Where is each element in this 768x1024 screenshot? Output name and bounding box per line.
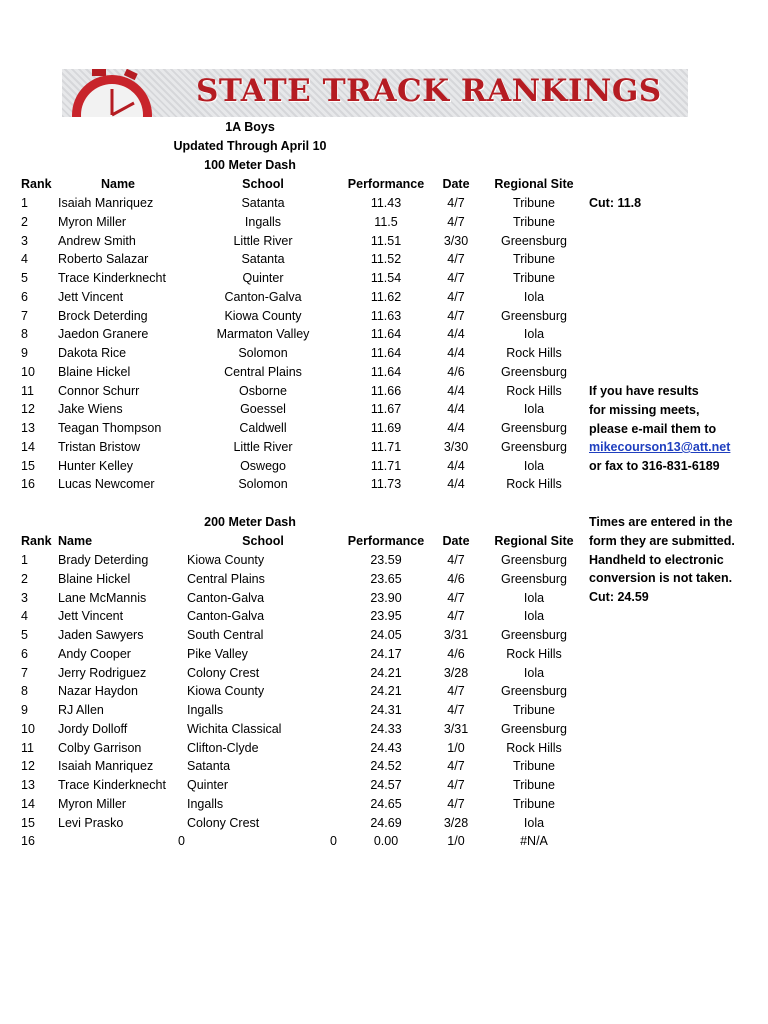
name-cell: Trace Kinderknecht [58,778,166,792]
rank-cell: 13 [21,421,35,435]
date-cell: 4/4 [447,383,465,398]
name-cell: Connor Schurr [58,383,140,398]
school-cell: Marmaton Valley [216,327,310,342]
name-cell: 0 [178,834,185,849]
header-banner [62,69,688,117]
performance-cell: 23.65 [370,571,402,586]
school-cell: Kiowa County [187,553,265,567]
school-cell: Satanta [241,196,285,210]
name-cell: Jett Vincent [58,289,124,304]
school-cell: Kiowa County [224,308,302,323]
date-cell: 4/7 [447,214,465,229]
date-cell: 4/6 [447,646,465,661]
col-header-performance: Performance [347,177,425,191]
performance-cell: 11.73 [370,477,402,492]
col-header-school: School [242,534,284,548]
rank-cell: 7 [21,665,28,680]
regional-site-cell: Greensburg [500,421,567,435]
regional-site-cell: Greensburg [500,721,567,736]
regional-site-cell: Rock Hills [506,740,562,755]
col-header-school: School [242,177,284,191]
rank-cell: 5 [21,271,28,285]
performance-cell: 24.33 [370,721,402,736]
rank-cell: 14 [21,796,35,811]
performance-cell: 11.51 [370,233,402,248]
regional-site-cell: Rock Hills [506,646,562,661]
name-cell: Trace Kinderknecht [58,271,166,285]
regional-site-cell: Tribune [513,214,555,229]
rank-cell: 2 [21,571,28,586]
performance-cell: 23.95 [370,609,402,624]
school-cell: Solomon [238,477,288,492]
performance-cell: 0.00 [373,834,399,849]
rank-cell: 12 [21,759,35,774]
regional-site-cell: Greensburg [500,364,567,379]
regional-site-cell: Tribune [513,778,555,792]
regional-site-cell: Greensburg [500,628,567,642]
date-cell: 4/7 [447,703,465,717]
regional-site-cell: Rock Hills [506,477,562,492]
rank-cell: 6 [21,289,28,304]
school-cell: Satanta [241,252,285,267]
name-cell: Hunter Kelley [58,458,134,473]
name-cell: Jerry Rodriguez [58,665,147,680]
performance-cell: 23.59 [370,553,402,567]
school-cell: Canton-Galva [224,289,302,304]
school-cell: Quinter [242,271,284,285]
school-cell: Clifton-Clyde [187,740,259,755]
performance-cell: 24.05 [370,628,402,642]
performance-cell: 11.63 [370,308,402,323]
regional-site-cell: Greensburg [500,233,567,248]
rank-cell: 8 [21,327,28,342]
performance-cell: 24.21 [370,684,402,699]
school-cell: Canton-Galva [187,609,265,624]
performance-cell: 24.57 [370,778,402,792]
performance-cell: 24.31 [370,703,402,717]
school-cell: Oswego [240,458,286,473]
rank-cell: 10 [21,364,35,379]
cut-100m: Cut: 11.8 [589,196,642,210]
event-title-200m: 200 Meter Dash [204,515,296,529]
performance-cell: 11.67 [370,402,402,417]
col-header-date: Date [442,177,470,191]
performance-cell: 24.65 [370,796,402,811]
rank-cell: 4 [21,609,28,624]
regional-site-cell: Tribune [513,703,555,717]
name-cell: Brady Deterding [58,553,149,567]
name-cell: Myron Miller [58,796,127,811]
name-cell: Isaiah Manriquez [58,196,154,210]
school-cell: Central Plains [187,571,265,586]
regional-site-cell: Rock Hills [506,383,562,398]
school-cell: Colony Crest [187,815,260,830]
rank-cell: 3 [21,590,28,605]
name-cell: Jaden Sawyers [58,628,144,642]
regional-site-cell: Iola [523,458,545,473]
date-cell: 4/7 [447,590,465,605]
performance-cell: 11.69 [370,421,402,435]
regional-site-cell: Iola [523,289,545,304]
date-cell: 3/31 [443,721,469,736]
rank-cell: 7 [21,308,28,323]
rank-cell: 2 [21,214,28,229]
name-cell: Dakota Rice [58,346,127,360]
date-cell: 4/4 [447,477,465,492]
name-cell: RJ Allen [58,703,104,717]
col-header-date: Date [442,534,470,548]
missing-results-note: please e-mail them to [589,422,717,436]
date-cell: 4/4 [447,402,465,417]
date-cell: 4/7 [447,289,465,304]
performance-cell: 11.71 [370,458,402,473]
performance-cell: 24.43 [370,740,402,755]
school-cell: 0 [330,834,337,849]
name-cell: Blaine Hickel [58,364,131,379]
regional-site-cell: Greensburg [500,308,567,323]
school-cell: Little River [233,439,293,454]
performance-cell: 11.5 [374,214,398,229]
regional-site-cell: Tribune [513,796,555,811]
name-cell: Jake Wiens [58,402,123,417]
email-link[interactable]: mikecourson13@att.net [589,440,731,454]
date-cell: 4/7 [447,684,465,699]
regional-site-cell: Tribune [513,196,555,210]
entry-note: conversion is not taken. [589,571,733,585]
name-cell: Blaine Hickel [58,571,131,586]
school-cell: Pike Valley [187,646,248,661]
school-cell: Quinter [187,778,228,792]
performance-cell: 11.64 [370,346,402,360]
school-cell: Goessel [240,402,286,417]
regional-site-cell: Iola [523,402,545,417]
col-header-name: Name [100,177,136,191]
col-header-rank: Rank [21,534,52,548]
performance-cell: 11.43 [370,196,402,210]
event-title-100m: 100 Meter Dash [204,158,296,172]
performance-cell: 11.52 [370,252,402,267]
stopwatch-icon [62,69,172,117]
name-cell: Lane McMannis [58,590,147,605]
rank-cell: 10 [21,721,35,736]
rank-cell: 15 [21,458,35,473]
col-header-performance: Performance [347,534,425,548]
date-cell: 4/4 [447,458,465,473]
rank-cell: 11 [21,383,34,398]
regional-site-cell: #N/A [520,834,548,849]
regional-site-cell: Greensburg [500,553,567,567]
date-cell: 4/7 [447,796,465,811]
school-cell: Colony Crest [187,665,260,680]
school-cell: Ingalls [187,796,224,811]
rank-cell: 1 [21,553,28,567]
regional-site-cell: Iola [523,609,545,624]
cut-200m: Cut: 24.59 [589,590,649,604]
school-cell: Wichita Classical [187,721,282,736]
rank-cell: 15 [21,815,35,830]
performance-cell: 11.71 [370,439,402,454]
regional-site-cell: Iola [523,815,545,830]
regional-site-cell: Iola [523,665,545,680]
regional-site-cell: Iola [523,590,545,605]
name-cell: Roberto Salazar [58,252,149,267]
col-header-regional-site: Regional Site [494,534,574,548]
performance-cell: 11.66 [370,383,402,398]
date-cell: 4/7 [447,308,465,323]
regional-site-cell: Rock Hills [506,346,562,360]
rank-cell: 1 [21,196,28,210]
performance-cell: 11.54 [370,271,402,285]
school-cell: Canton-Galva [187,590,265,605]
school-cell: Little River [233,233,293,248]
col-header-regional-site: Regional Site [494,177,574,191]
rank-cell: 6 [21,646,28,661]
regional-site-cell: Greensburg [500,571,567,586]
missing-results-note: for missing meets, [589,403,700,417]
name-cell: Nazar Haydon [58,684,138,699]
name-cell: Isaiah Manriquez [58,759,154,774]
rank-cell: 13 [21,778,35,792]
school-cell: Satanta [187,759,231,774]
date-cell: 4/4 [447,346,465,360]
rank-cell: 9 [21,703,28,717]
school-cell: Caldwell [239,421,287,435]
performance-cell: 24.17 [370,646,402,661]
date-cell: 3/30 [443,439,469,454]
date-cell: 4/7 [447,252,465,267]
division-heading: 1A Boys [225,120,275,134]
entry-note: Handheld to electronic [589,553,724,567]
date-cell: 1/0 [447,834,465,849]
date-cell: 3/31 [443,628,469,642]
date-cell: 3/30 [443,233,469,248]
regional-site-cell: Tribune [513,271,555,285]
performance-cell: 23.90 [370,590,402,605]
regional-site-cell: Iola [523,327,545,342]
entry-note: form they are submitted. [589,534,735,548]
name-cell: Colby Garrison [58,740,142,755]
rank-cell: 16 [21,477,35,492]
date-cell: 3/28 [443,665,469,680]
date-cell: 4/4 [447,327,465,342]
date-cell: 4/4 [447,421,465,435]
school-cell: Central Plains [224,364,302,379]
name-cell: Jaedon Granere [58,327,149,342]
performance-cell: 11.62 [370,289,402,304]
date-cell: 4/6 [447,571,465,586]
date-cell: 3/28 [443,815,469,830]
banner-title: STATE TRACK RANKINGS [196,73,662,109]
rank-cell: 16 [21,834,35,849]
rank-cell: 4 [21,252,28,267]
performance-cell: 11.64 [370,364,402,379]
rank-cell: 14 [21,439,35,454]
rank-cell: 11 [21,740,34,755]
rank-cell: 9 [21,346,28,360]
performance-cell: 24.69 [370,815,402,830]
school-cell: Ingalls [187,703,224,717]
regional-site-cell: Greensburg [500,439,567,454]
rank-cell: 5 [21,628,28,642]
name-cell: Jett Vincent [58,609,124,624]
date-cell: 4/7 [447,271,465,285]
performance-cell: 11.64 [370,327,402,342]
name-cell: Andy Cooper [58,646,131,661]
rank-cell: 12 [21,402,35,417]
updated-heading: Updated Through April 10 [173,139,327,153]
name-cell: Myron Miller [58,214,127,229]
performance-cell: 24.21 [370,665,402,680]
missing-results-note: If you have results [589,384,699,398]
name-cell: Jordy Dolloff [58,721,128,736]
fax-note: or fax to 316-831-6189 [589,459,720,473]
name-cell: Tristan Bristow [58,439,141,454]
date-cell: 4/7 [447,759,465,774]
regional-site-cell: Tribune [513,252,555,267]
col-header-rank: Rank [21,177,52,191]
date-cell: 4/6 [447,364,465,379]
date-cell: 4/7 [447,553,465,567]
school-cell: Ingalls [244,214,282,229]
name-cell: Lucas Newcomer [58,477,155,492]
date-cell: 4/7 [447,609,465,624]
performance-cell: 24.52 [370,759,402,774]
name-cell: Andrew Smith [58,233,136,248]
school-cell: South Central [187,628,264,642]
col-header-name: Name [58,534,93,548]
school-cell: Osborne [239,383,287,398]
school-cell: Solomon [238,346,288,360]
rank-cell: 8 [21,684,28,699]
name-cell: Teagan Thompson [58,421,162,435]
entry-note: Times are entered in the [589,515,733,529]
regional-site-cell: Tribune [513,759,555,774]
school-cell: Kiowa County [187,684,265,699]
regional-site-cell: Greensburg [500,684,567,699]
rank-cell: 3 [21,233,28,248]
date-cell: 4/7 [447,778,465,792]
date-cell: 4/7 [447,196,465,210]
name-cell: Brock Deterding [58,308,148,323]
date-cell: 1/0 [447,740,465,755]
name-cell: Levi Prasko [58,815,124,830]
